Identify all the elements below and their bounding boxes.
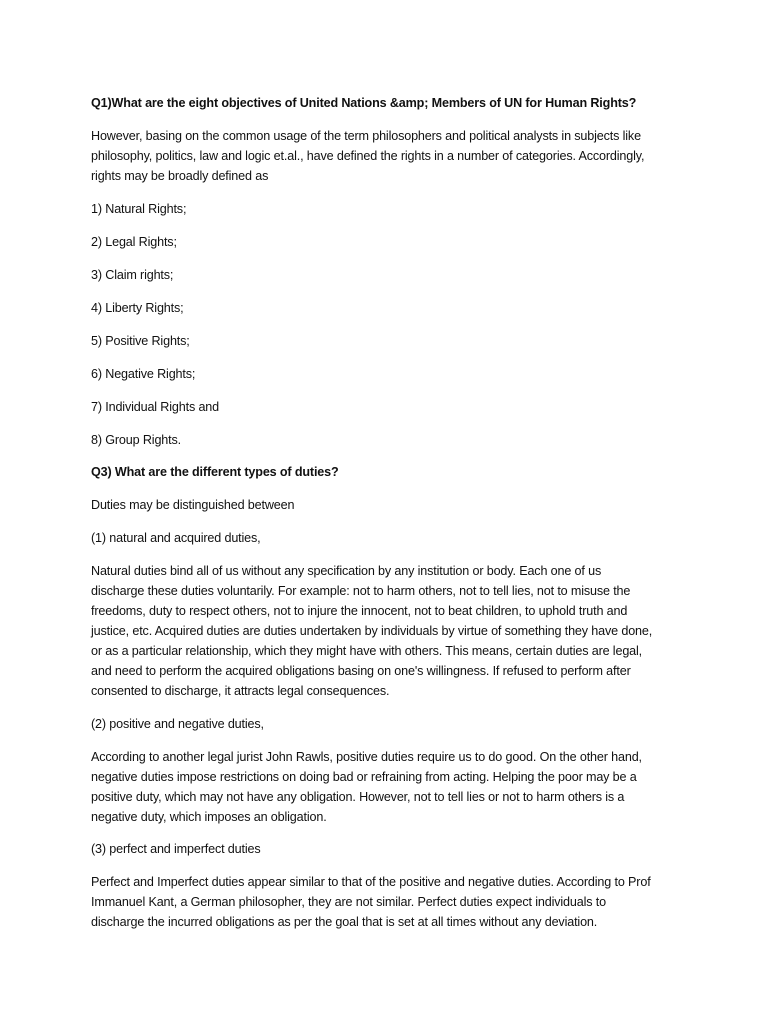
rights-list-item: 8) Group Rights. xyxy=(91,433,181,447)
paragraph-line: discharge the incurred obligations as per the goal that is set at all times without any deviation. xyxy=(91,915,598,929)
duty-section-title: (3) perfect and imperfect duties xyxy=(91,842,261,856)
paragraph-line: Immanuel Kant, a German philosopher, they are not similar. Perfect duties expect individuals to xyxy=(91,895,606,909)
duty-section-title: (1) natural and acquired duties, xyxy=(91,531,261,545)
rights-list-item: 2) Legal Rights; xyxy=(91,235,177,249)
paragraph-line: and need to perform the acquired obligations basing on one's willingness. If refused to perform after xyxy=(91,664,631,678)
q1-heading: Q1)What are the eight objectives of United Nations &amp; Members of UN for Human Rights? xyxy=(91,96,637,110)
q3-heading: Q3) What are the different types of duties? xyxy=(91,465,339,479)
paragraph-line: Natural duties bind all of us without any specification by any institution or body. Each one of us xyxy=(91,564,602,578)
q1-intro-line: However, basing on the common usage of the term philosophers and political analysts in subjects like xyxy=(91,129,641,143)
q1-intro-line: philosophy, politics, law and logic et.al., have defined the rights in a number of categories. Accordingly, xyxy=(91,149,645,163)
paragraph-line: According to another legal jurist John Rawls, positive duties require us to do good. On the other hand, xyxy=(91,750,642,764)
rights-list-item: 7) Individual Rights and xyxy=(91,400,220,414)
rights-list-item: 5) Positive Rights; xyxy=(91,334,190,348)
rights-list-item: 4) Liberty Rights; xyxy=(91,301,184,315)
paragraph-line: or as a particular relationship, which they might have with others. This means, certain duties are legal, xyxy=(91,644,643,658)
paragraph-line: justice, etc. Acquired duties are duties undertaken by individuals by virtue of something they have done, xyxy=(91,624,653,638)
paragraph-line: negative duties impose restrictions on doing bad or refraining from acting. Helping the poor may be a xyxy=(91,770,637,784)
paragraph-line: discharge these duties voluntarily. For example: not to harm others, not to tell lies, not to misuse the xyxy=(91,584,631,598)
duty-section-title: (2) positive and negative duties, xyxy=(91,717,264,731)
q1-intro-line: rights may be broadly defined as xyxy=(91,169,269,183)
rights-list-item: 6) Negative Rights; xyxy=(91,367,196,381)
paragraph-line: positive duty, which may not have any obligation. However, not to tell lies or not to harm others is a xyxy=(91,790,625,804)
paragraph-line: Perfect and Imperfect duties appear similar to that of the positive and negative duties. According to Prof xyxy=(91,875,651,889)
rights-list-item: 3) Claim rights; xyxy=(91,268,174,282)
q3-intro: Duties may be distinguished between xyxy=(91,498,295,512)
paragraph-line: consented to discharge, it attracts legal consequences. xyxy=(91,684,390,698)
rights-list-item: 1) Natural Rights; xyxy=(91,202,187,216)
paragraph-line: freedoms, duty to respect others, not to injure the innocent, not to beat children, to uphold truth and xyxy=(91,604,628,618)
paragraph-line: negative duty, which imposes an obligation. xyxy=(91,810,327,824)
